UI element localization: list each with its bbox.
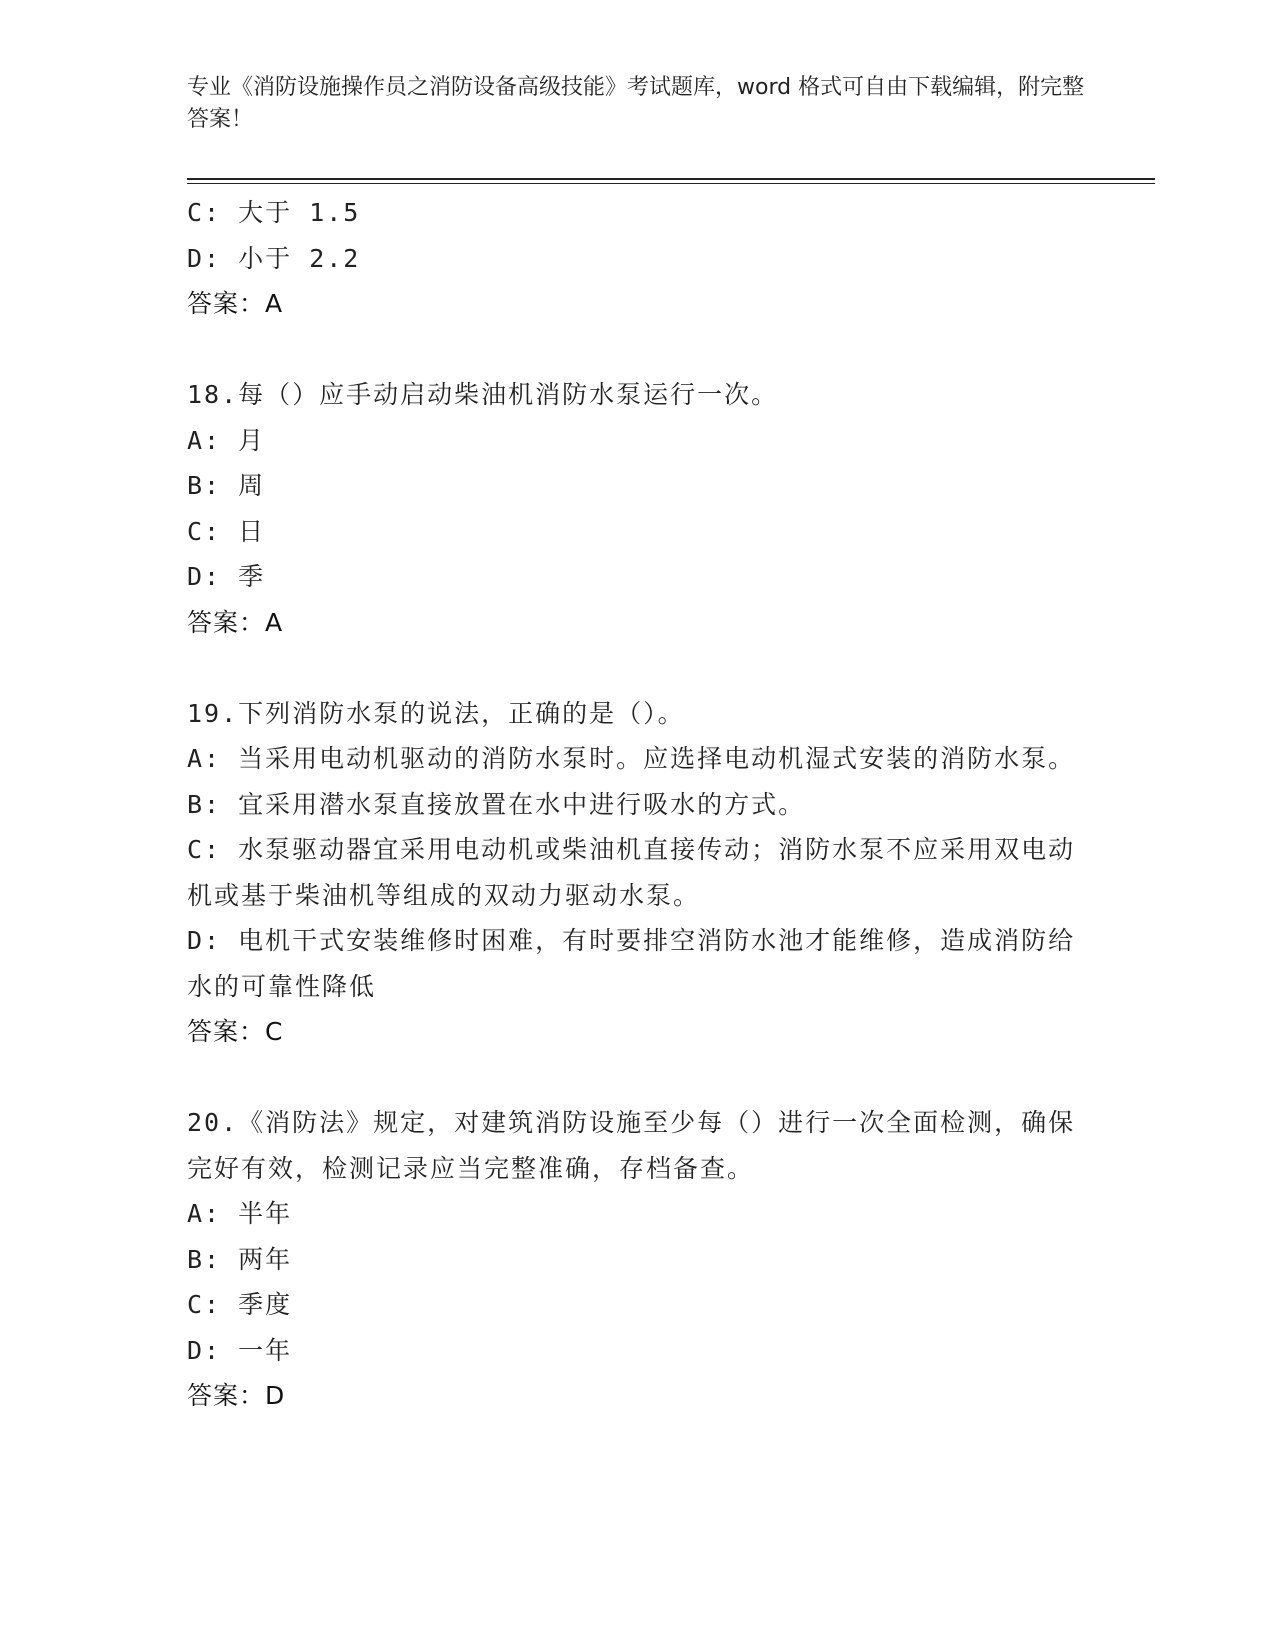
option-a: A: 当采用电动机驱动的消防水泵时。应选择电动机湿式安装的消防水泵。 xyxy=(187,744,1076,773)
header-divider-thin xyxy=(187,183,1155,184)
document-header: 专业《消防设施操作员之消防设备高级技能》考试题库，word 格式可自由下载编辑，附完整答案！ xyxy=(187,75,1085,132)
question-stem: 19.下列消防水泵的说法，正确的是（）。 xyxy=(187,698,685,728)
option-a: A: 半年 xyxy=(187,1199,293,1228)
question-list xyxy=(187,190,1087,1419)
question-stem: 20.《消防法》规定，对建筑消防设施至少每（）进行一次全面检测，确保完好有效，检测记录应当完整准确，存档备查。 xyxy=(187,1108,1076,1183)
answer: 答案：D xyxy=(187,1381,286,1410)
option-c: C: 大于 1.5 xyxy=(187,198,361,227)
option-c: C: 日 xyxy=(187,516,266,546)
option-d: D: 一年 xyxy=(187,1335,293,1365)
question-19 xyxy=(187,691,1087,1055)
option-b: B: 宜采用潜水泵直接放置在水中进行吸水的方式。 xyxy=(187,789,806,819)
question-20 xyxy=(187,1100,1087,1419)
question-17-continued xyxy=(187,190,1087,327)
option-b: B: 两年 xyxy=(187,1244,293,1274)
option-c: C: 季度 xyxy=(187,1290,293,1319)
option-d: D: 小于 2.2 xyxy=(187,243,361,273)
question-18 xyxy=(187,372,1087,645)
question-stem: 18.每（）应手动启动柴油机消防水泵运行一次。 xyxy=(187,380,779,409)
option-c: C: 水泵驱动器宜采用电动机或柴油机直接传动；消防水泵不应采用双电动机或基于柴油机等组成的双动力驱动水泵。 xyxy=(187,835,1076,910)
option-b: B: 周 xyxy=(187,471,266,500)
answer: 答案：A xyxy=(187,289,284,318)
option-d: D: 季 xyxy=(187,562,266,591)
answer: 答案：C xyxy=(187,1017,284,1046)
header-divider xyxy=(187,178,1155,180)
answer: 答案：A xyxy=(187,607,284,637)
option-a: A: 月 xyxy=(187,425,266,455)
option-d: D: 电机干式安装维修时困难，有时要排空消防水池才能维修，造成消防给水的可靠性降低 xyxy=(187,926,1076,1001)
